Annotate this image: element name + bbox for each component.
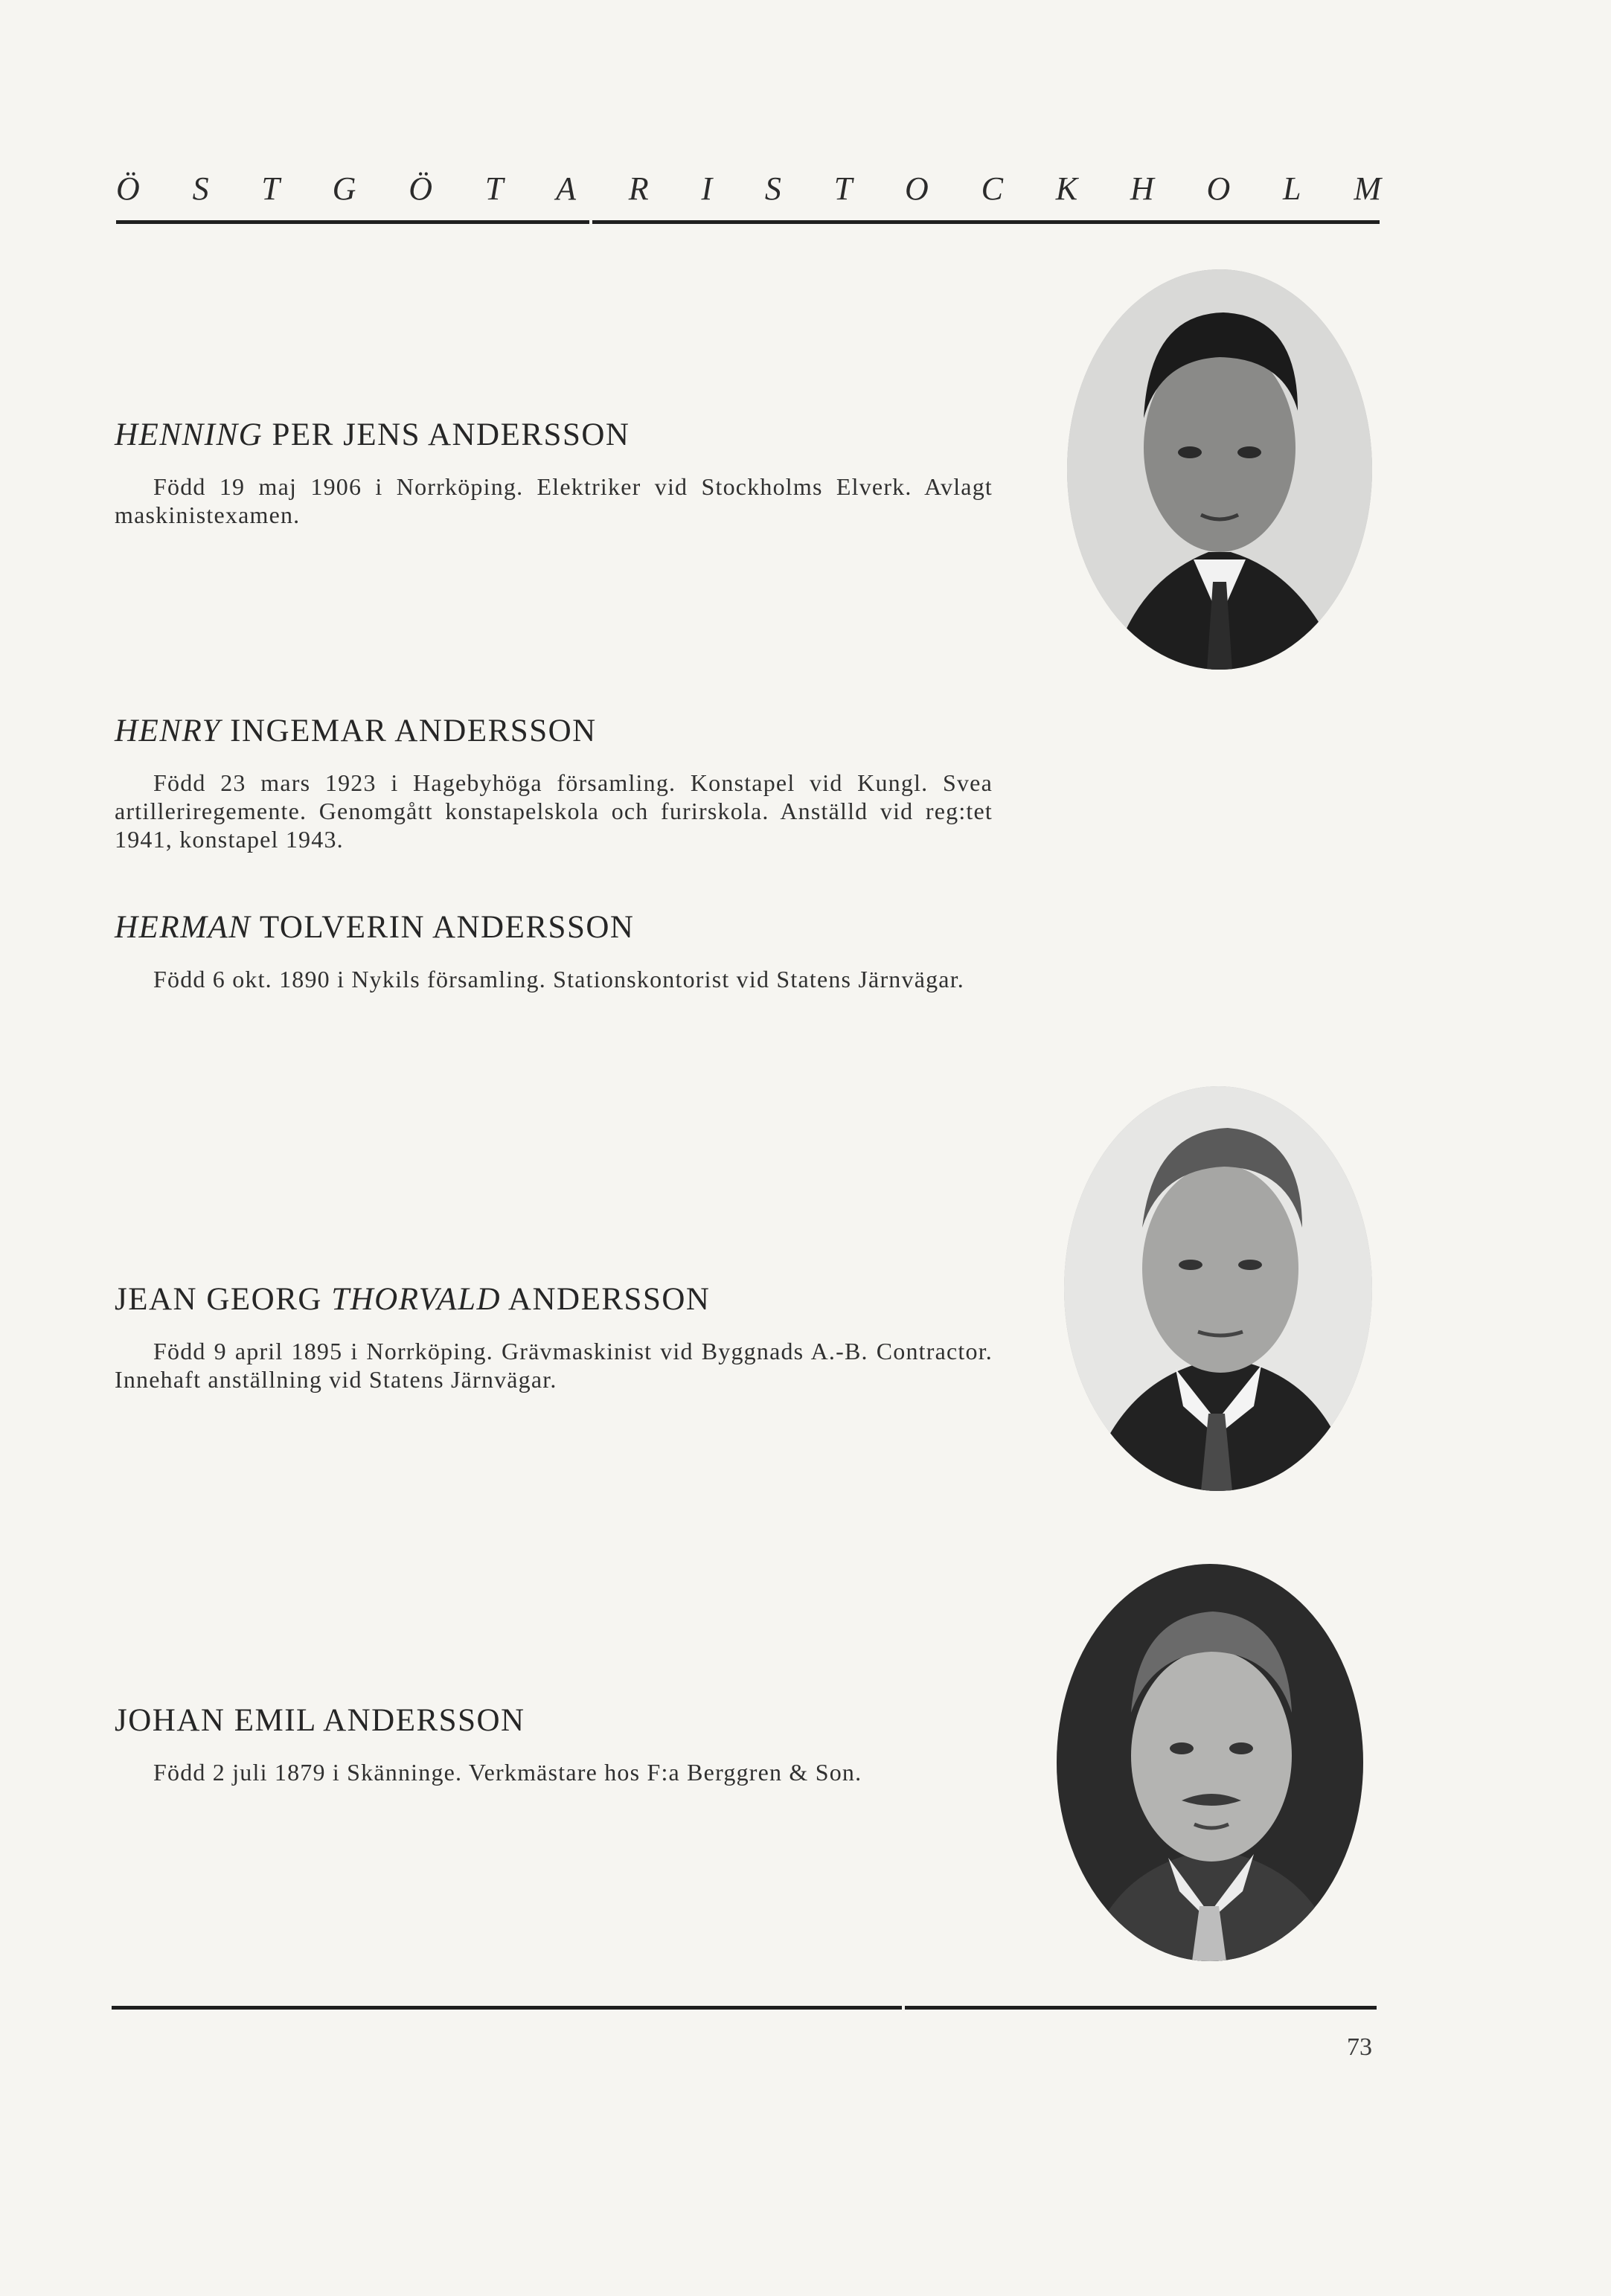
name-italic: HERMAN [115,910,252,945]
running-head-letter: T [833,170,853,207]
portrait-photo [1064,1086,1372,1491]
person-name [115,909,993,946]
running-head-letter: G [332,170,356,207]
name-rest: PER JENS ANDERSSON [263,417,630,452]
person-bio: Född 2 juli 1879 i Skänninge. Verkmästare hos F:a Berggren & Son. [153,1759,862,1786]
running-head-letter: O [1206,170,1231,207]
biography-entry [115,713,993,853]
running-head-letter: L [1283,170,1301,207]
portrait-photo [1057,1564,1363,1961]
header-rule-left [116,220,589,224]
person-bio: Född 23 mars 1923 i Hagebyhöga församling. Konstapel vid Kungl. Svea artilleriregemente. Genomgått konstapelskola och furirskola. Anställd vid reg:tet 1941, konstapel 1943. [115,769,993,853]
running-head-letter: T [484,170,504,207]
running-head [116,170,1381,208]
person-bio: Född 9 april 1895 i Norrköping. Grävmaskinist vid Byggnads A.-B. Contractor. Innehaft anställning vid Statens Järnvägar. [115,1338,993,1393]
person-name [115,713,993,749]
biography-entry [115,1281,993,1394]
name-rest: ANDERSSON [501,1282,711,1317]
running-head-letter: S [764,170,781,207]
person-name [115,1281,993,1318]
running-head-letter: Ö [116,170,140,207]
running-head-letter: T [261,170,280,207]
biography-entry [115,909,993,993]
person-bio: Född 19 maj 1906 i Norrköping. Elektriker vid Stockholms Elverk. Avlagt maskinistexamen. [115,473,993,528]
name-italic: HENRY [115,714,221,748]
running-head-letter: S [192,170,209,207]
biography-entry [115,417,993,529]
running-head-letter: A [556,170,576,207]
name-pre: JEAN GEORG [115,1282,332,1317]
person-name [115,417,993,453]
name-rest: TOLVERIN ANDERSSON [251,910,635,945]
page-number: 73 [1347,2033,1372,2061]
biography-entry [115,1702,993,1786]
header-rule-right [592,220,1380,224]
running-head-letter: C [981,170,1003,207]
running-head-letter: M [1354,170,1381,207]
running-head-letter: R [628,170,649,207]
running-head-letter: O [905,170,929,207]
name-italic: HENNING [115,417,263,452]
running-head-letter: Ö [409,170,433,207]
footer-rule-right [905,2006,1377,2010]
running-head-letter: I [701,170,713,207]
name-italic: THORVALD [331,1282,502,1317]
running-head-letter: H [1130,170,1154,207]
person-name [115,1702,993,1739]
footer-rule-left [112,2006,902,2010]
person-bio: Född 6 okt. 1890 i Nykils församling. Stationskontorist vid Statens Järnvägar. [153,966,965,993]
name-pre: JOHAN EMIL ANDERSSON [115,1703,525,1738]
running-head-letter: K [1055,170,1078,207]
name-rest: INGEMAR ANDERSSON [220,714,597,748]
portrait-photo [1067,269,1372,670]
